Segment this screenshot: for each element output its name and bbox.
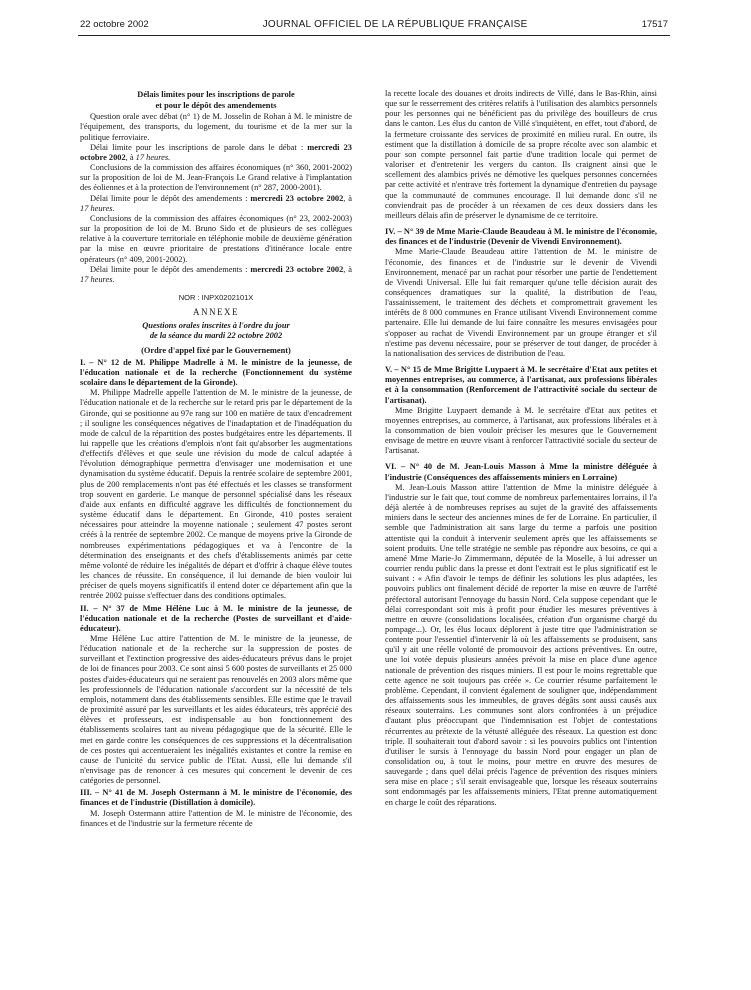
text: , à bbox=[343, 193, 353, 203]
question-text: Mme Hélène Luc attire l'attention de M. le ministre de la jeunesse, de l'éducation nationale et de la recherche sur la suppression de postes de surveillant et l'extinction progressive des aides-éducateurs prévus dans le projet de loi de finances pour 2003. Ce sont ainsi 5 600 postes de surveillants et 25 000 postes d'aides-éducateurs qui ne seraient pas renouvelés en 2003 alors même que les professionnels de l'éducation nationale s'accordent sur la nécessité de tels emplois, notamment dans des établissements sensibles. Elle estime que le travail de proximité assuré par les surveillants et les aides éducateurs, très apprécié des élèves et professeurs, est indispensable au bon fonctionnement des établissements scolaires tant au niveau pédagogique que de la sécurité. Elle le met en garde contre les conséquences de ces suppressions et la décentralisation de ces postes qui accentueraient les inégalités existantes et contre la remise en cause de l'unicité du service public de l'Etat. Aussi, elle lui demande s'il n'envisage pas de renoncer à ces mesures qui concernent le devenir de ces catégories de personnel. bbox=[80, 633, 352, 786]
text: Délai limite pour le dépôt des amendements : bbox=[90, 193, 251, 203]
deadline-time: 17 heures. bbox=[80, 274, 115, 284]
questions-title-line-2: de la séance du mardi 22 octobre 2002 bbox=[149, 331, 283, 341]
deadline-date: mercredi 23 octobre 2002 bbox=[80, 142, 352, 162]
section-title-line-1: Délais limites pour les inscriptions de parole bbox=[137, 90, 295, 99]
deadline-date: mercredi 23 octobre 2002 bbox=[250, 264, 344, 274]
page-header bbox=[80, 16, 668, 30]
order-subtitle: (Ordre d'appel fixé par le Gouvernement) bbox=[141, 345, 291, 355]
deadline-time: 17 heures. bbox=[80, 203, 115, 213]
header-title: JOURNAL OFFICIEL DE LA RÉPUBLIQUE FRANÇAISE bbox=[262, 19, 528, 30]
question-text: Mme Marie-Claude Beaudeau attire l'attention de M. le ministre de l'économie, des finances et de l'industrie sur le devenir de Vivendi Environnement, menacé par un rachat pour résorber une partie de l'endettement de Vivendi Universal. Elle lui fait remarquer qu'une telle décision aurait des conséquences dramatiques sur la qualité, la distribution de l'eau, l'assainissement, le traitement des déchets et compromettrait gravement les intérêts de 8 000 communes en France utilisant Vivendi Environnement comme partenaire. Elle lui demande de lui faire connaître les mesures envisagées pour s'opposer au rachat de Vivendi Environnement par un groupe étranger et s'il n'estime pas devenu nécessaire, pour se préserver de tout danger, de procéder à la nationalisation des services de distribution de l'eau. bbox=[385, 247, 657, 358]
question-text: M. Joseph Ostermann attire l'attention de M. le ministre de l'économie, des finances et de l'industrie sur la fermeture récente de bbox=[80, 808, 352, 828]
questions-title-line-1: Questions orales inscrites à l'ordre du jour bbox=[142, 321, 290, 331]
deadline-date: mercredi 23 octobre 2002 bbox=[250, 193, 344, 203]
question-text-continued: la recette locale des douanes et droits indirects de Villé, dans le Bas-Rhin, ainsi que sur le resserrement des critères relatifs à l'utilisation des alambics personnels pour les personnes qui ne bénéficient pas du privilège des bouilleurs de crus dans le canton. Les élus du canton de Villé s'inquiètent, en effet, tout d'abord, de la fermeture croissante des services de proximité en milieu rural. En outre, ils estiment que la distillation à domicile de sa propre récolte avec son alambic et pour son compte personnel fait partie d'une tradition locale qui permet de valoriser et d'entretenir les vergers du canton. Ils craignent ainsi que le scellement des alambics privés ne démotive les quelques personnes concernées par cette activité et n'entrave très fortement la dynamique d'entretien du paysage que la communauté de communes encourage. Il lui demande donc s'il ne conviendrait pas de procéder à un réexamen de ces deux dossiers dans les meilleurs délais afin de préserver le dynamisme de ce territoire. bbox=[385, 89, 657, 220]
paragraph: Conclusions de la commission des affaires économiques (n° 360, 2001-2002) sur la proposition de loi de M. Jean-François Le Grand relative à l'implantation des éoliennes et à la protection de l'environnement (n° 287, 2000-2001). bbox=[80, 163, 352, 193]
question-title: II. – N° 37 de Mme Hélène Luc à M. le ministre de la jeunesse, de l'éducation nationale et de la recherche (Postes de surveillant et d'aide-éducateur). bbox=[80, 603, 352, 633]
paragraph: Conclusions de la commission des affaires économiques (n° 23, 2002-2003) sur la proposition de loi de M. Bruno Sido et de plusieurs de ses collègues relative à la couverture territoriale en téléphonie mobile de deuxième génération par la mise en œuvre prioritaire de prestations d'itinérance locale entre opérateurs (n° 409, 2001-2002). bbox=[80, 213, 352, 264]
question-title: VI. – N° 40 de M. Jean-Louis Masson à Mme la ministre déléguée à l'industrie (Conséquences des affaissements miniers en Lorraine) bbox=[385, 462, 657, 482]
text: , à bbox=[125, 152, 136, 162]
paragraph: Question orale avec débat (n° 1) de M. Josselin de Rohan à M. le ministre de l'équipement, des transports, du logement, du tourisme et de la mer sur la politique ferroviaire. bbox=[80, 112, 352, 142]
header-page-number: 17517 bbox=[641, 19, 668, 30]
question-title: V. – N° 15 de Mme Brigitte Luypaert à M. le secrétaire d'Etat aux petites et moyennes entreprises, au commerce, à l'artisanat, aux professions libérales et à la consommation (Renforcement de l'attractivité sociale du secteur de l'artisanat). bbox=[385, 365, 657, 405]
paragraph bbox=[80, 265, 352, 285]
deadline-time: 17 heures. bbox=[135, 152, 171, 162]
header-date: 22 octobre 2002 bbox=[80, 19, 149, 30]
question-text: Mme Brigitte Luypaert demande à M. le secrétaire d'Etat aux petites et moyennes entreprises, au commerce, à l'artisanat, aux professions libérales et à la consommation de bien vouloir préciser les mesures que le Gouvernement envisage de mettre en œuvre visant à renforcer l'attractivité sociale du secteur de l'artisanat. bbox=[385, 405, 657, 456]
paragraph bbox=[80, 194, 352, 214]
section-title-line-2: et pour le dépôt des amendements bbox=[155, 101, 277, 111]
question-title: I. – N° 12 de M. Philippe Madrelle à M. le ministre de la jeunesse, de l'éducation nationale et de la recherche (Fonctionnement du système scolaire dans le département de la Gironde). bbox=[80, 357, 352, 388]
question-title: IV. – N° 39 de Mme Marie-Claude Beaudeau à M. le ministre de l'économie, des finances et de l'industrie (Devenir de Vivendi Environnement). bbox=[385, 227, 657, 247]
right-column bbox=[385, 89, 657, 808]
question-text: M. Philippe Madrelle appelle l'attention de M. le ministre de la jeunesse, de l'éducation nationale et de la recherche sur le retard pris par le département de la Gironde, qui se positionne au 97e rang sur 100 en matière de taux d'encadrement ; il souligne les conséquences négatives de l'inadaptation et de l'inadéquation du mode de calcul de la répartition des postes budgétaires entre les départements. Il lui rappelle que les créations d'emplois n'ont fait qu'absorber les augmentations d'effectifs d'élèves et que seule une révision du mode de calcul adaptée à l'évolution démographique permettra d'envisager une modernisation et une dynamisation du système éducatif. Depuis la rentrée scolaire de septembre 2001, plus de 200 remplacements n'ont pas été effectués et les classes se transforment trop souvent en garderie. Le manque de personnel spécialisé dans les réseaux d'aide aux enfants en difficulté aggrave les difficultés de fonctionnement du système éducatif dans le département. En Gironde, 410 postes seraient nécessaires pour atteindre la moyenne nationale ; seulement 47 postes seront créés à la rentrée de septembre 2002. Ce manque de moyens prive la Gironde de nombreuses expérimentations pédagogiques et va à l'encontre de la détermination des enseignants et des chefs d'établissements animés par cette même volonté de réduire les inégalités de départ et d'offrir à chaque élève toutes les chances de réussite. En conséquence, il lui demande de bien vouloir lui préciser de quels moyens significatifs il entend doter ce département afin que la rentrée 2002 puisse s'effectuer dans des conditions optimales. bbox=[80, 388, 352, 601]
header-rule bbox=[78, 35, 670, 36]
text: Délai limite pour les inscriptions de parole dans le débat : bbox=[90, 142, 308, 152]
left-column bbox=[80, 90, 352, 829]
question-title: III. – N° 41 de M. Joseph Ostermann à M. le ministre de l'économie, des finances et de l'industrie (Distillation à domicile). bbox=[80, 788, 352, 808]
question-text: M. Jean-Louis Masson attire l'attention de Mme la ministre déléguée à l'industrie sur le fait que, tout comme de nombreux parlementaires lorrains, il l'a déjà alertée à de nombreuses reprises au sujet de la gravité des affaissements miniers dans le secteur des anciennes mines de fer de Lorraine. En particulier, il semble que l'administration ait sans large du terme a parfois une position attentiste qui la conduit à intervenir seulement après que les affaissements se soient produits. Une telle stratégie ne semble pas répondre aux besoins, ce qui a amené Mme Marie-Jo Zimmermann, députée de la Moselle, à lui adresser un courrier rendu public dans la presse et dont l'extrait est le plus significatif est le suivant : « Afin d'avoir le temps de définir les solutions les plus adaptées, les pouvoirs publics ont finalement décidé de reporter la mise en œuvre de l'arrêté préfectoral autorisant l'ennoyage du bassin Nord. Cela suppose cependant que le délai correspondant soit mis à profit pour étudier les mesures préventives à mettre en œuvre (consolidations localisées, création d'un organisme chargé du pompage...). Or, les élus locaux déplorent à juste titre que l'administration se contente pour l'essentiel d'intervenir là où les affaissements se produisent, sans qu'il y ait une réelle volonté de promouvoir des actions préventives. En outre, une loi votée depuis plusieurs années prévoit la mise en place d'une agence nationale de prévention des risques miniers. Il est pour le moins regrettable que cette agence ne soit toujours pas créée ». Ce courrier résume parfaitement le problème. Cependant, il convient également de souligner que, indépendamment des affaissements sous les immeubles, de graves dégâts sont aussi causés aux réseaux souterrains. Les communes sont alors confrontées à un préjudice d'autant plus préoccupant que l'indemnisation est l'objet de contestations récurrentes au prétexte de la vétusté alléguée des réseaux. La question est donc triple. Il souhaiterait tout d'abord savoir : si les pouvoirs publics ont l'intention d'utiliser le sursis à l'ennoyage du bassin Nord pour engager un plan de consolidation ou, à tout le moins, pour mettre en œuvre des mesures de sauvegarde ; dans quel délai précis l'agence de prévention des risques miniers sera mise en place ; s'il serait envisageable que, lorsque les réseaux souterrains sont endommagés par les affaissements miniers, l'Etat prenne automatiquement en charge le coût des réparations. bbox=[385, 482, 657, 807]
nor-reference: NOR : INPX0202101X bbox=[178, 292, 254, 302]
text: , à bbox=[343, 264, 353, 274]
paragraph bbox=[80, 143, 352, 163]
annexe-heading: ANNEXE bbox=[193, 307, 239, 318]
text: Délai limite pour le dépôt des amendements : bbox=[90, 264, 251, 274]
